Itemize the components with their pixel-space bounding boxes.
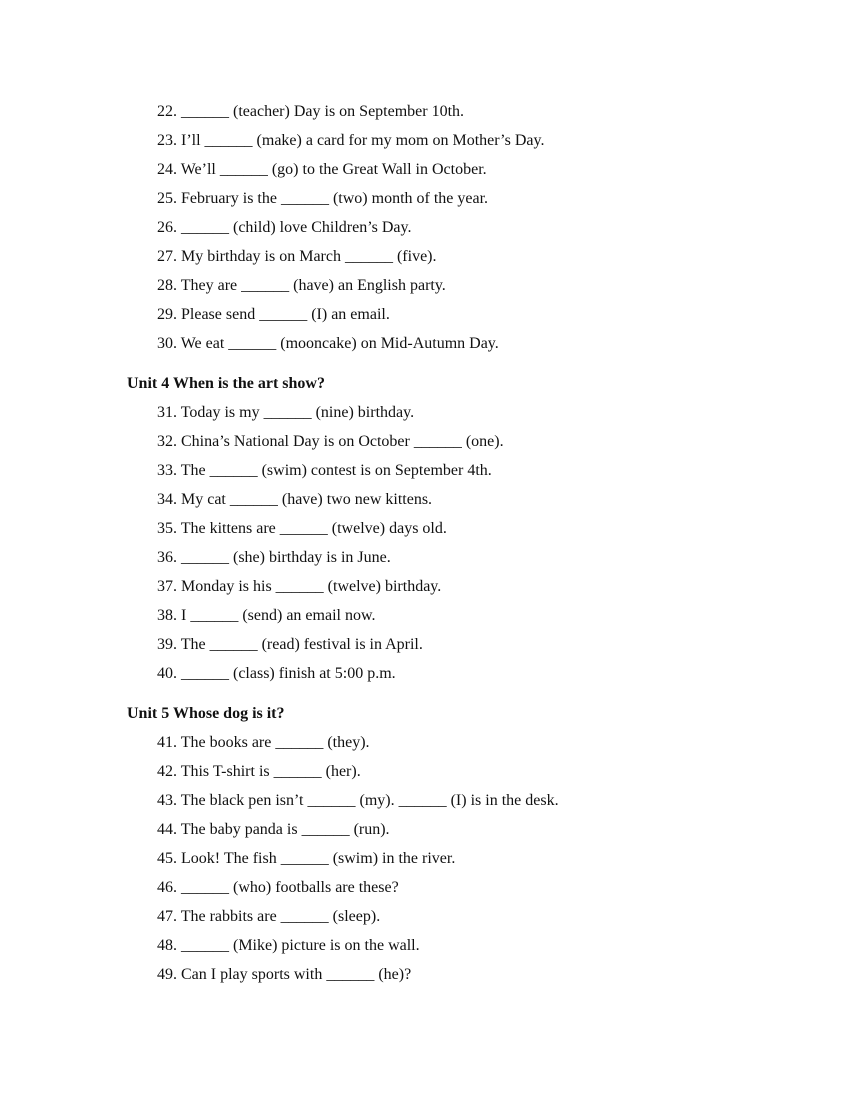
exercise-content xyxy=(127,101,827,993)
exercise-item-29: 29. Please send ______ (I) an email. xyxy=(157,306,390,323)
exercise-item-36: 36. ______ (she) birthday is in June. xyxy=(157,549,391,566)
exercise-item-28: 28. They are ______ (have) an English party. xyxy=(157,277,446,294)
exercise-item-38: 38. I ______ (send) an email now. xyxy=(157,607,376,624)
exercise-item-27: 27. My birthday is on March ______ (five). xyxy=(157,248,437,265)
exercise-item-26: 26. ______ (child) love Children’s Day. xyxy=(157,219,412,236)
exercise-item-48: 48. ______ (Mike) picture is on the wall. xyxy=(157,937,420,954)
exercise-item-34: 34. My cat ______ (have) two new kittens. xyxy=(157,491,433,508)
exercise-item-22: 22. ______ (teacher) Day is on September 10th. xyxy=(157,103,465,120)
unit-5-exercises xyxy=(127,732,827,993)
exercise-item-30: 30. We eat ______ (mooncake) on Mid-Autumn Day. xyxy=(157,335,499,352)
unit-4-heading: Unit 4 When is the art show? xyxy=(127,375,325,392)
exercise-item-25: 25. February is the ______ (two) month of the year. xyxy=(157,190,489,207)
exercise-item-37: 37. Monday is his ______ (twelve) birthday. xyxy=(157,578,442,595)
unit-5-heading: Unit 5 Whose dog is it? xyxy=(127,705,285,722)
exercise-item-23: 23. I’ll ______ (make) a card for my mom on Mother’s Day. xyxy=(157,132,545,149)
exercise-item-33: 33. The ______ (swim) contest is on September 4th. xyxy=(157,462,492,479)
exercise-item-46: 46. ______ (who) footballs are these? xyxy=(157,879,399,896)
unit-4-exercises xyxy=(127,402,827,692)
exercise-item-24: 24. We’ll ______ (go) to the Great Wall in October. xyxy=(157,161,487,178)
exercise-item-31: 31. Today is my ______ (nine) birthday. xyxy=(157,404,415,421)
exercise-item-32: 32. China’s National Day is on October ______ (one). xyxy=(157,433,504,450)
exercise-item-41: 41. The books are ______ (they). xyxy=(157,734,370,751)
exercise-item-44: 44. The baby panda is ______ (run). xyxy=(157,821,390,838)
exercise-item-35: 35. The kittens are ______ (twelve) days old. xyxy=(157,520,447,537)
exercise-block-22-30 xyxy=(127,101,827,362)
exercise-item-43: 43. The black pen isn’t ______ (my). ______ (I) is in the desk. xyxy=(157,792,559,809)
exercise-item-49: 49. Can I play sports with ______ (he)? xyxy=(157,966,412,983)
exercise-item-39: 39. The ______ (read) festival is in April. xyxy=(157,636,423,653)
exercise-item-42: 42. This T-shirt is ______ (her). xyxy=(157,763,361,780)
exercise-item-40: 40. ______ (class) finish at 5:00 p.m. xyxy=(157,665,396,682)
exercise-item-47: 47. The rabbits are ______ (sleep). xyxy=(157,908,381,925)
exercise-item-45: 45. Look! The fish ______ (swim) in the river. xyxy=(157,850,456,867)
